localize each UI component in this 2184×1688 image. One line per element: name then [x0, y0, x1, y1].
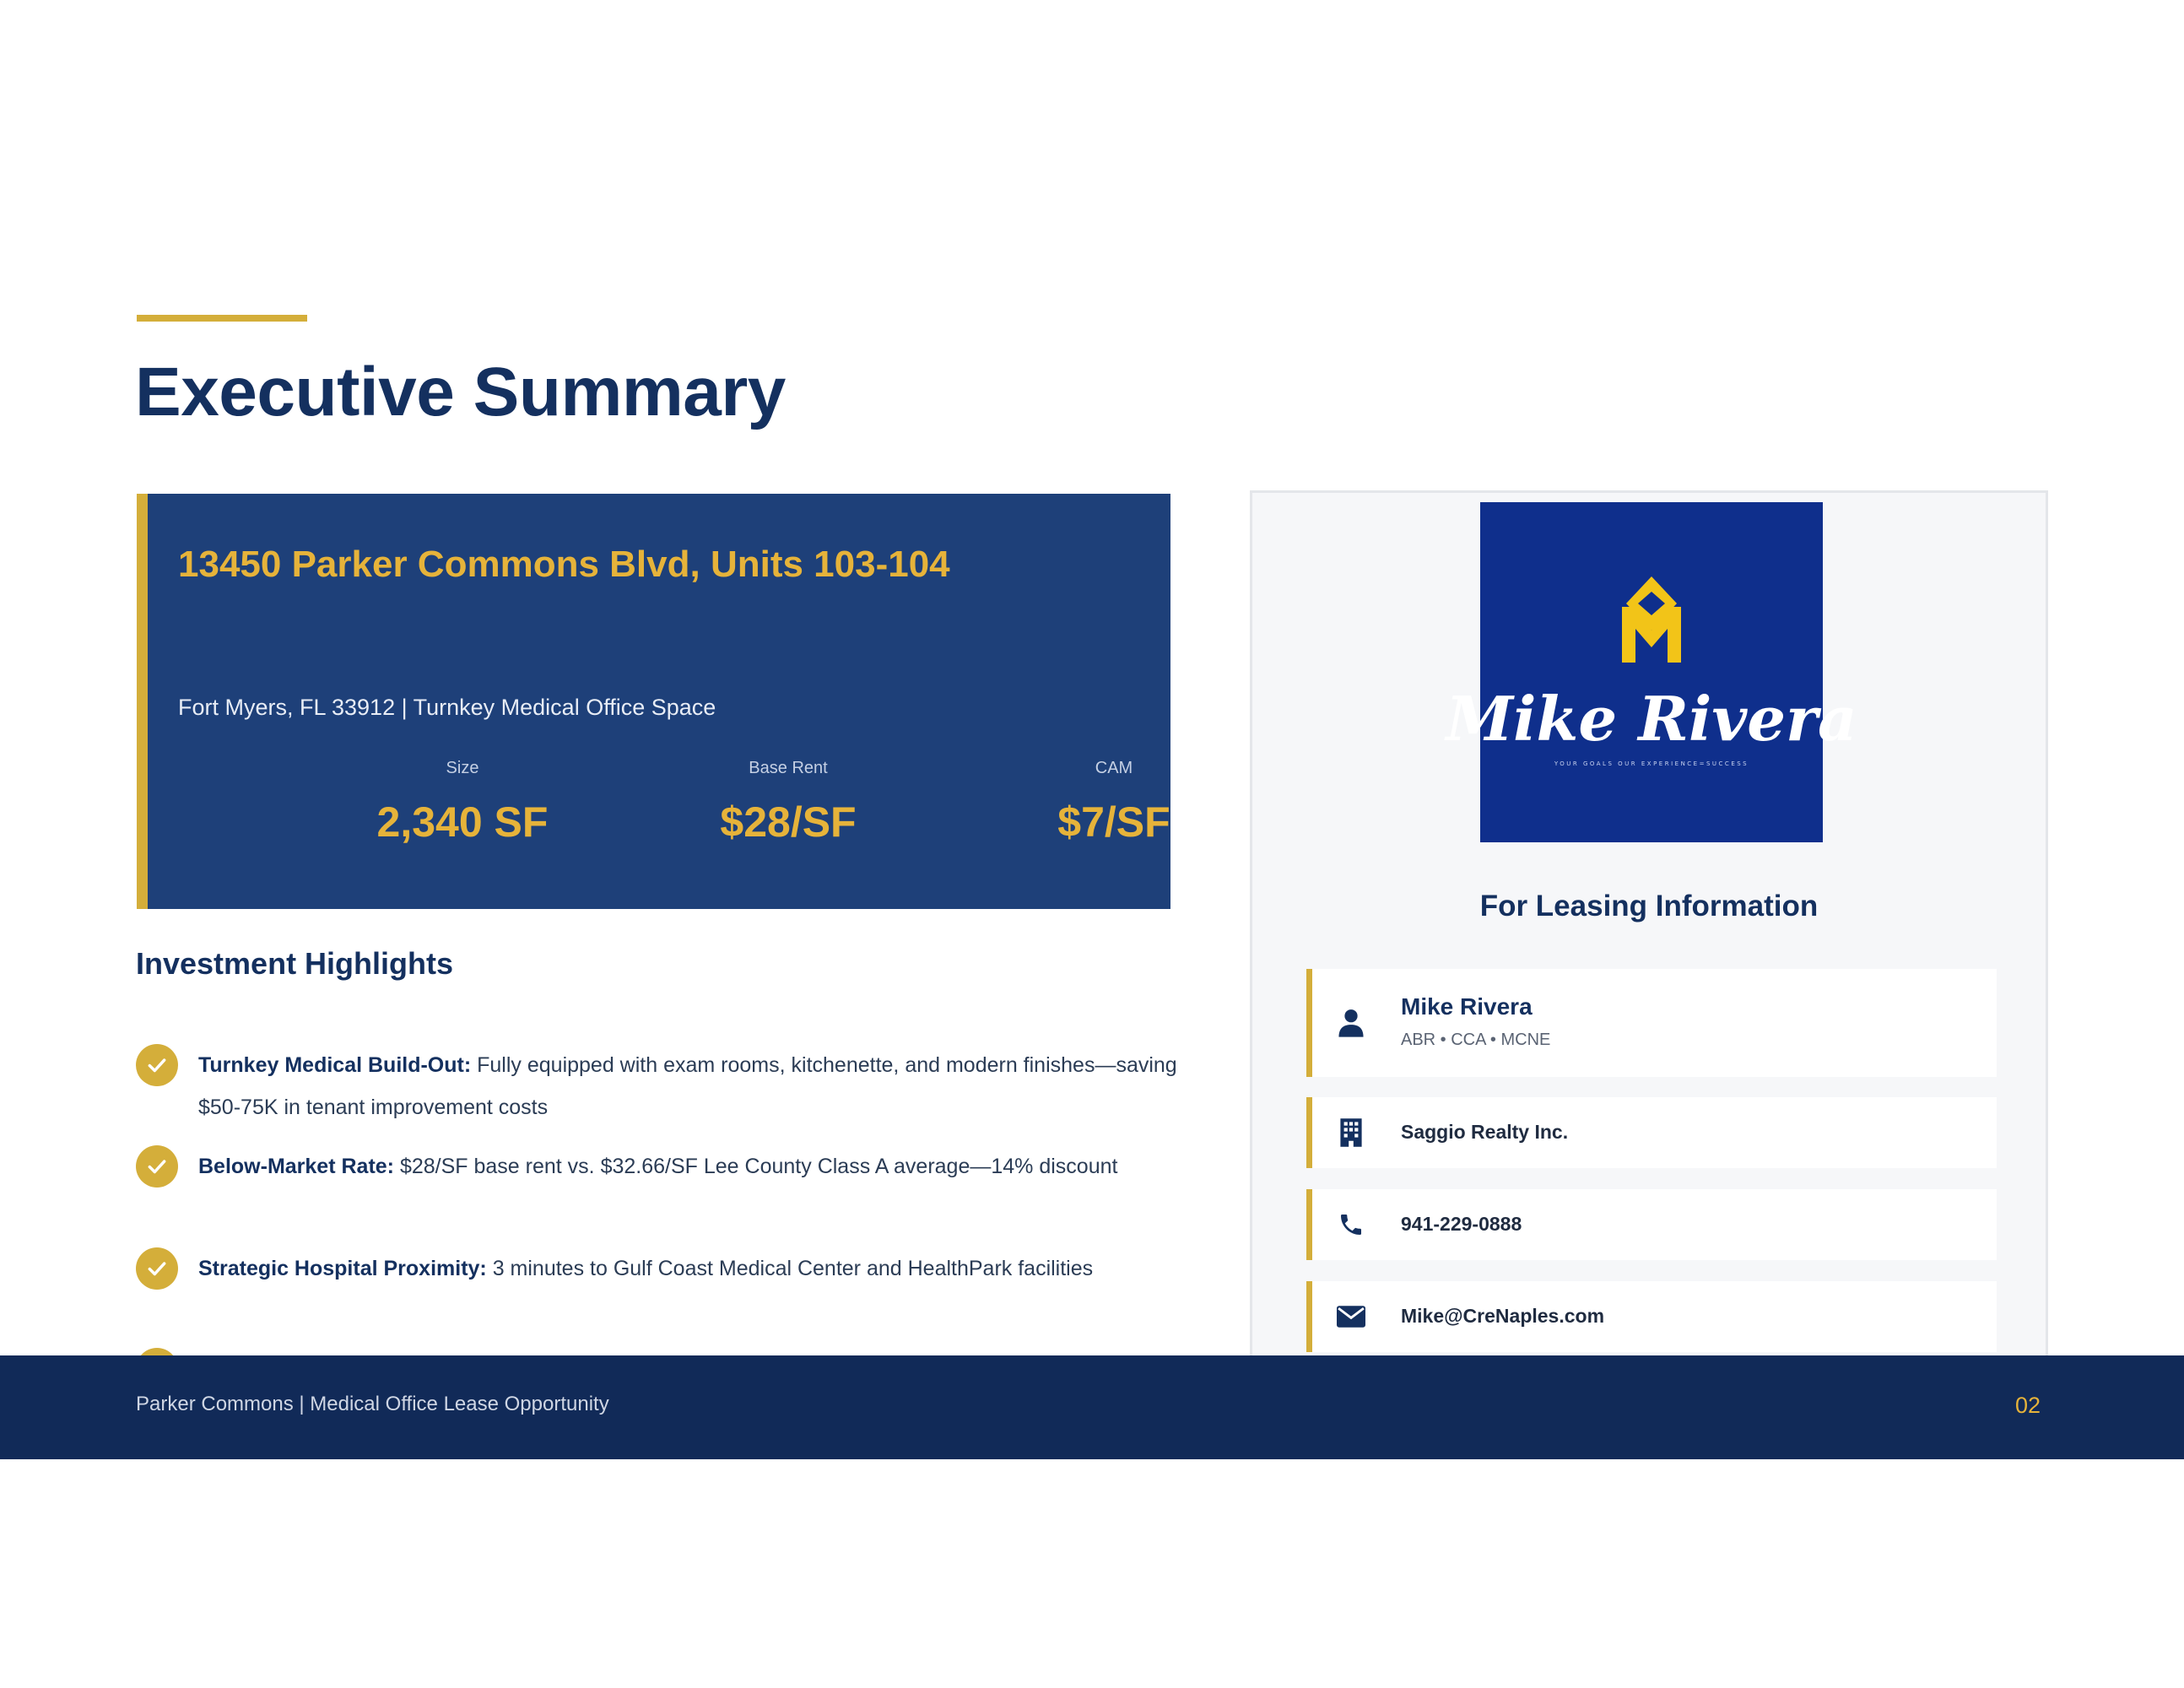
contact-company: Saggio Realty Inc.: [1401, 1121, 1569, 1143]
contact-phone[interactable]: 941-229-0888: [1401, 1213, 1522, 1235]
metric-base-rent: [628, 758, 949, 847]
highlight-item: [136, 1145, 1182, 1188]
contact-phone-card: [1306, 1189, 1997, 1260]
contact-credentials: ABR • CCA • MCNE: [1401, 1030, 1551, 1049]
metric-label: Base Rent: [749, 759, 828, 777]
metric-value: 2,340 SF: [376, 798, 549, 846]
check-circle-icon: [136, 1247, 178, 1290]
highlight-description: $28/SF base rent vs. $32.66/SF Lee County Class A average—14% discount: [399, 1155, 1118, 1178]
property-card-accent-bar: [137, 494, 148, 909]
highlight-description: Fully equipped with exam rooms, kitchenette, and modern finishes—saving $50-75K in tenant improvement costs: [198, 1053, 1177, 1119]
property-subtitle: Fort Myers, FL 33912 | Turnkey Medical Office Space: [178, 695, 716, 720]
leasing-info-title: For Leasing Information: [1479, 890, 1819, 922]
contact-email-card: [1306, 1281, 1997, 1352]
logo-tagline: YOUR GOALS OUR EXPERIENCE=SUCCESS: [1554, 760, 1749, 767]
page-number: 02: [2014, 1393, 2041, 1418]
highlight-text: [198, 1044, 1182, 1128]
envelope-icon: [1334, 1300, 1368, 1334]
phone-icon: [1334, 1208, 1368, 1242]
metric-value: $7/SF: [1057, 798, 1170, 846]
person-icon: [1334, 1006, 1368, 1040]
highlight-title: Turnkey Medical Build-Out:: [198, 1053, 472, 1077]
highlight-text: [198, 1145, 1182, 1188]
page-footer: [0, 1355, 2184, 1459]
highlight-title: Strategic Hospital Proximity:: [198, 1257, 487, 1280]
page-title: Executive Summary: [135, 354, 786, 430]
metric-label: CAM: [1095, 759, 1133, 777]
company-logo: [1446, 502, 1857, 842]
logo-wordmark: Mike Rivera: [1446, 683, 1857, 755]
building-icon: [1334, 1116, 1368, 1150]
contact-company-card: [1306, 1097, 1997, 1168]
contact-name: Mike Rivera: [1401, 993, 1533, 1020]
property-address: 13450 Parker Commons Blvd, Units 103-104: [178, 544, 950, 585]
investment-highlights-title: Investment Highlights: [136, 946, 454, 981]
highlight-item: [136, 1044, 1182, 1128]
highlight-item: [136, 1247, 1182, 1290]
title-accent-line: [137, 315, 307, 322]
highlight-description: 3 minutes to Gulf Coast Medical Center and HealthPark facilities: [492, 1257, 1094, 1280]
check-circle-icon: [136, 1044, 178, 1086]
contact-name-block: [1401, 993, 1550, 1050]
property-card: [137, 494, 1170, 909]
highlight-title: Below-Market Rate:: [198, 1155, 394, 1178]
metric-size: [302, 758, 623, 847]
contact-name-card: [1306, 969, 1997, 1077]
metric-cam: [954, 758, 1274, 847]
logo-mark-icon: [1446, 502, 1857, 842]
metric-value: $28/SF: [720, 798, 857, 846]
check-circle-icon: [136, 1145, 178, 1188]
highlight-text: [198, 1247, 1182, 1290]
metric-label: Size: [446, 759, 479, 777]
contact-email[interactable]: Mike@CreNaples.com: [1401, 1305, 1605, 1327]
footer-title: Parker Commons | Medical Office Lease Opportunity: [136, 1393, 609, 1415]
